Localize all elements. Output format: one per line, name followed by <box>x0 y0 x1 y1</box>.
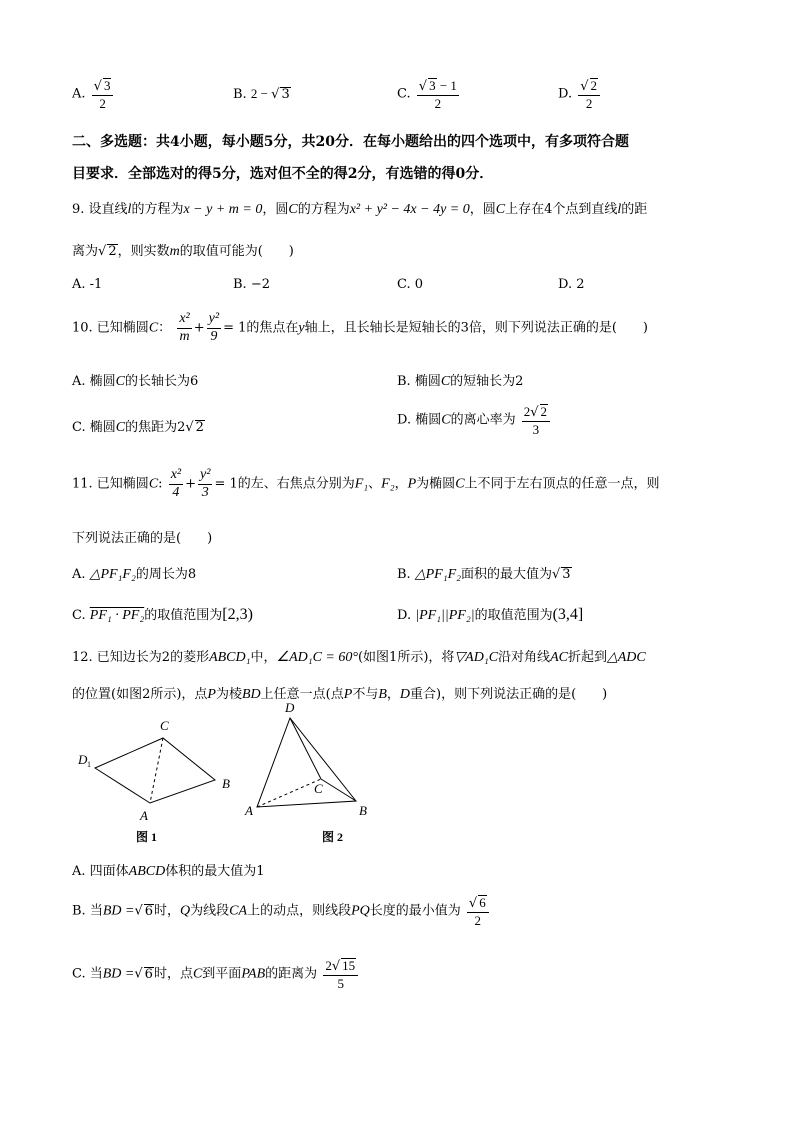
fraction: $\frac{\text{x²}}{4}$ <box>170 467 182 500</box>
fraction: $\frac{√ 6}{2}$ <box>467 895 489 927</box>
q10-option-d: D. 椭圆C的离心率为 $\frac{2√ 2}{3}$ <box>397 404 552 436</box>
figure-1 <box>77 718 230 844</box>
fraction: $\frac{\text{y²}}{3}$ <box>200 467 211 500</box>
q11-option-a: A. △PF₁F₂的周长为8 <box>72 567 197 582</box>
option-letter: C. <box>397 86 411 102</box>
q10-stem: 10. 已知椭圆C： $\frac{\text{x²}}{m}$ + $\frac{\text{y²}}{9}$ = 1的焦点在y轴上，且长轴长是短轴长的3倍，则下列说法正确的是( ) <box>72 311 648 344</box>
section-heading-line1: 二、多选题：共4小题，每小题5分，共20分．在每小题给出的四个选项中，有多项符合题 <box>72 134 629 150</box>
label-d1: D <box>78 752 88 767</box>
q12-option-b: B. 当BD =√ 6时，Q为线段CA上的动点，则线段PQ长度的最小值为 $\frac{√ 6}{2}$ <box>72 895 491 927</box>
option-letter: A. <box>72 86 86 102</box>
section-heading-line2: 目要求．全部选对的得5分，选对但不全的得2分，有选错的得0分． <box>72 166 494 182</box>
figure-2 <box>244 700 367 844</box>
vector-product: PF₁ · PF₂ <box>89 608 145 623</box>
edge-cb <box>321 779 356 801</box>
label-b: B <box>222 776 230 791</box>
q11-stem-line1: 11. 已知椭圆C: $\frac{\text{x²}}{4}$ + $\frac{\text{y²}}{3}$ = 1的左、右焦点分别为F₁、F₂，P为椭圆C上不同于左右顶点的任意一点，则 <box>72 467 660 500</box>
label-d1-sub: 1 <box>87 760 91 769</box>
q11-option-c: C. PF₁ · PF₂的取值范围为[2,3) <box>72 606 253 623</box>
q9-stem-line2: 离为√ 2，则实数m的取值可能为( ) <box>72 244 294 259</box>
q11-stem-line2: 下列说法正确的是( ) <box>72 531 213 546</box>
q8-option-d <box>558 78 602 110</box>
diagonal-ac <box>150 738 163 803</box>
edge-ac <box>257 779 321 807</box>
q10-option-c: C. 椭圆C的焦距为2√ 2 <box>72 420 204 435</box>
label-c: C <box>160 718 169 733</box>
q9-stem-line1: 9. 设直线l的方程为x − y + m = 0，圆C的方程为x² + y² − 4x − 4y = 0，圆C上存在4个点到直线l的距 <box>72 202 648 217</box>
option-letter: D. <box>558 86 573 102</box>
figure-caption-2: 图 2 <box>322 830 344 844</box>
label-b: B <box>359 803 367 818</box>
q10-option-a: A. 椭圆C的长轴长为6 <box>72 374 199 389</box>
fraction: $\frac{√ 3}{2}$ <box>92 78 114 110</box>
q12-stem-line1: 12. 已知边长为2的菱形ABCD₁中，∠AD₁C = 60°(如图1所示)，将▽AD₁C沿对角线AC折起到△ADC <box>72 650 646 665</box>
q9-option-a: A. -1 <box>72 277 103 292</box>
label-a: A <box>245 803 253 818</box>
fraction: $\frac{2√ 2}{3}$ <box>522 404 550 436</box>
q9-option-c: C. 0 <box>397 277 424 292</box>
label-d: D <box>285 700 295 715</box>
fraction: $\frac{√ 3 - 1}{2}$ <box>418 78 457 111</box>
option-letter: B. <box>233 87 247 102</box>
face-outline <box>257 718 356 807</box>
q8-option-a <box>72 78 115 110</box>
q11-option-b: B. △PF₁F₂面积的最大值为√ 3 <box>397 567 571 582</box>
label-c: C <box>314 781 323 796</box>
label-a: A <box>140 808 148 823</box>
fraction: $\frac{\text{y²}}{9}$ <box>208 311 220 344</box>
q11-option-d: D. |PF₁||PF₂|的取值范围为(3,4] <box>397 606 584 623</box>
q8-option-b: B. 2 − √ 3 <box>233 86 290 102</box>
q9-option-b: B. −2 <box>233 277 270 292</box>
rhombus <box>95 738 215 803</box>
q9-option-d: D. 2 <box>558 277 585 292</box>
q8-option-c <box>397 78 461 110</box>
q12-option-c: C. 当BD =√ 6时，点C到平面PAB的距离为 $\frac{2√ 15}{5}$ <box>72 958 360 990</box>
fraction: $\frac{\text{x²}}{m}$ <box>179 311 190 344</box>
q10-option-b: B. 椭圆C的短轴长为2 <box>397 374 524 389</box>
q12-option-a: A. 四面体ABCD体积的最大值为1 <box>72 864 265 879</box>
fraction: $\frac{√ 2}{2}$ <box>578 78 600 110</box>
fraction: $\frac{2√ 15}{5}$ <box>323 958 358 990</box>
figure-rhombus-and-tetrahedron <box>0 700 794 850</box>
figure-caption-1: 图 1 <box>136 830 158 844</box>
q12-stem-line2: 的位置(如图2所示)，点P为棱BD上任意一点(点P不与B，D重合)，则下列说法正确的是( ) <box>72 687 608 702</box>
edge-dc <box>290 718 321 779</box>
